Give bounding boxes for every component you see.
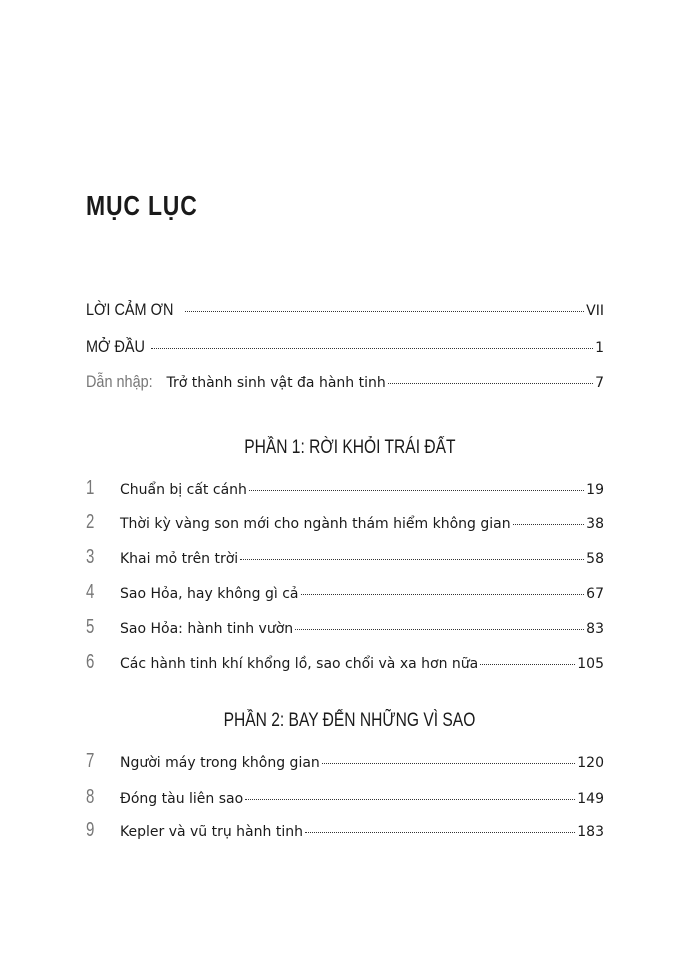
toc-page-number: 19 bbox=[586, 482, 604, 498]
chapter-number: 5 bbox=[86, 616, 95, 638]
toc-leader-dots bbox=[185, 311, 584, 312]
toc-entry-label: Dẫn nhập: bbox=[86, 372, 153, 391]
toc-page-number: 67 bbox=[586, 586, 604, 602]
toc-page-number: 120 bbox=[577, 755, 604, 771]
toc-chapter[interactable] bbox=[86, 581, 604, 605]
toc-page-number: 58 bbox=[586, 551, 604, 567]
toc-leader-dots bbox=[322, 763, 575, 764]
toc-page-number: VII bbox=[586, 303, 604, 319]
chapter-title: Kepler và vũ trụ hành tinh bbox=[120, 824, 303, 840]
toc-entry-introduction[interactable] bbox=[86, 372, 604, 396]
toc-page-number: 183 bbox=[577, 824, 604, 840]
toc-chapter[interactable] bbox=[86, 786, 604, 810]
toc-page-number: 1 bbox=[595, 340, 604, 356]
toc-chapter[interactable] bbox=[86, 819, 604, 843]
toc-chapter[interactable] bbox=[86, 546, 604, 570]
toc-entry-title: Trở thành sinh vật đa hành tinh bbox=[166, 375, 386, 391]
part-heading bbox=[0, 437, 699, 459]
toc-leader-dots bbox=[240, 559, 584, 560]
toc-leader-dots bbox=[301, 594, 585, 595]
chapter-number: 1 bbox=[86, 477, 95, 499]
toc-chapter[interactable] bbox=[86, 750, 604, 774]
chapter-number: 3 bbox=[86, 546, 95, 568]
chapter-title: Khai mỏ trên trời bbox=[120, 551, 239, 567]
chapter-number: 2 bbox=[86, 511, 95, 533]
toc-chapter[interactable] bbox=[86, 477, 604, 501]
chapter-title: Sao Hỏa, hay không gì cả bbox=[120, 586, 299, 602]
chapter-number: 8 bbox=[86, 786, 95, 808]
toc-entry-label: LỜI CẢM ƠN bbox=[86, 300, 174, 319]
toc-page-number: 83 bbox=[586, 621, 604, 637]
chapter-title: Chuẩn bị cất cánh bbox=[120, 482, 247, 498]
toc-leader-dots bbox=[245, 799, 575, 800]
page-title: MỤC LỤC bbox=[86, 190, 198, 221]
toc-leader-dots bbox=[513, 524, 585, 525]
chapter-number: 7 bbox=[86, 750, 95, 772]
toc-page-number: 105 bbox=[577, 656, 604, 672]
chapter-title: Người máy trong không gian bbox=[120, 755, 320, 771]
toc-chapter[interactable] bbox=[86, 616, 604, 640]
part-heading-text: PHẦN 2: BAY ĐẾN NHỮNG VÌ SAO bbox=[223, 710, 476, 731]
toc-entry-label: MỞ ĐẦU bbox=[86, 337, 145, 356]
chapter-title: Các hành tinh khí khổng lồ, sao chổi và xa hơn nữa bbox=[120, 656, 479, 672]
toc-leader-dots bbox=[480, 664, 575, 665]
toc-chapter[interactable] bbox=[86, 511, 604, 535]
toc-chapter[interactable] bbox=[86, 651, 604, 675]
toc-page-number: 149 bbox=[577, 791, 604, 807]
chapter-title: Đóng tàu liên sao bbox=[120, 791, 244, 807]
chapter-number: 6 bbox=[86, 651, 95, 673]
chapter-title: Thời kỳ vàng son mới cho ngành thám hiểm không gian bbox=[120, 516, 511, 532]
toc-entry-preface[interactable] bbox=[86, 337, 604, 361]
toc-leader-dots bbox=[295, 629, 584, 630]
chapter-number: 4 bbox=[86, 581, 95, 603]
toc-entry-acknowledgements[interactable] bbox=[86, 300, 604, 324]
toc-leader-dots bbox=[249, 490, 584, 491]
toc-page-number: 7 bbox=[595, 375, 604, 391]
chapter-title: Sao Hỏa: hành tinh vườn bbox=[120, 621, 294, 637]
chapter-number: 9 bbox=[86, 819, 95, 841]
toc-leader-dots bbox=[305, 832, 575, 833]
toc-leader-dots bbox=[388, 383, 593, 384]
toc-page-number: 38 bbox=[586, 516, 604, 532]
part-heading bbox=[0, 710, 699, 732]
toc-leader-dots bbox=[151, 348, 593, 349]
part-heading-text: PHẦN 1: RỜI KHỎI TRÁI ĐẤT bbox=[243, 437, 456, 458]
